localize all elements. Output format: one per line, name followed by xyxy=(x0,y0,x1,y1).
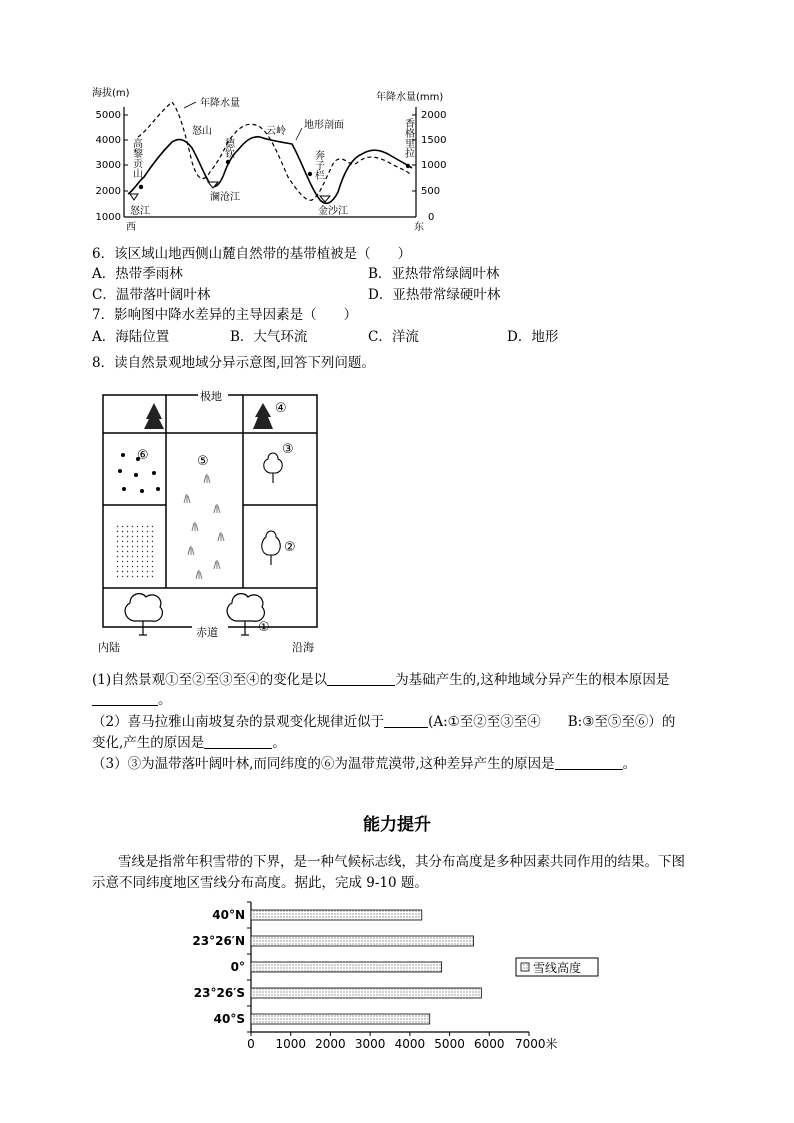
right-tick: 500 xyxy=(421,186,441,197)
q8-sub1-line1 xyxy=(92,671,669,689)
left-tick: 3000 xyxy=(95,160,121,171)
equator-label: 赤道 xyxy=(196,626,218,639)
q7-option-b[interactable]: B．大气环流 xyxy=(230,329,308,345)
deqin-label: 德钦 xyxy=(222,138,234,158)
x-tick-label: 6000 xyxy=(474,1037,505,1051)
snowline-bar xyxy=(251,910,422,920)
x-tick-label: 1000 xyxy=(275,1037,306,1051)
q7-stem: 7．影响图中降水差异的主导因素是（ ） xyxy=(92,307,358,323)
answer-blank[interactable] xyxy=(327,671,395,686)
answer-blank[interactable] xyxy=(92,691,158,706)
category-label: 23°26′N xyxy=(192,934,245,948)
q8-sub1-text-b: 为基础产生的,这种地域分异产生的根本原因是 xyxy=(395,672,670,688)
zone-2-label: ② xyxy=(284,540,296,555)
terrain-label: 地形剖面 xyxy=(304,120,344,131)
category-label: 0° xyxy=(230,960,245,974)
q7-option-d[interactable]: D．地形 xyxy=(507,329,559,345)
left-tick: 5000 xyxy=(95,110,121,121)
q8-sub2-text-d: 。 xyxy=(272,735,286,751)
q7-option-c[interactable]: C．洋流 xyxy=(368,329,419,345)
answer-blank[interactable] xyxy=(204,734,272,749)
snowline-bar xyxy=(251,936,473,946)
q8-stem: 8．读自然景观地域分异示意图,回答下列问题。 xyxy=(92,355,375,371)
left-tick: 2000 xyxy=(95,186,121,197)
category-label: 40°S xyxy=(213,1012,245,1026)
left-tick: 1000 xyxy=(95,212,121,223)
q8-sub3-text-b: 。 xyxy=(622,756,637,772)
intro-line-2: 示意不同纬度地区雪线分布高度。据此，完成 9-10 题。 xyxy=(92,875,428,891)
x-tick-label: 5000 xyxy=(434,1037,465,1051)
lancang-label: 澜沧江 xyxy=(210,192,240,203)
q8-sub1-text-c: 。 xyxy=(158,692,172,708)
gaoligong-label: 高黎贡山 xyxy=(130,138,142,178)
category-label: 40°N xyxy=(212,908,245,922)
east-label: 东 xyxy=(414,222,424,233)
zone-1-label: ① xyxy=(258,620,270,635)
section-title: 能力提升 xyxy=(363,815,431,835)
right-tick: 1500 xyxy=(421,135,447,146)
benzilan-label: 奔子栏 xyxy=(312,150,324,180)
landscape-zonation-diagram xyxy=(96,385,328,655)
q6-option-d[interactable]: D．亚热带常绿硬叶林 xyxy=(368,287,501,303)
q8-sub1-text-a: (1)自然景观①至②至③至④的变化是以 xyxy=(92,672,328,688)
right-tick: 2000 xyxy=(421,110,447,121)
polar-label: 极地 xyxy=(200,390,222,403)
grass-icon xyxy=(184,474,224,579)
q8-sub2-line2 xyxy=(92,734,286,752)
right-tick: 1000 xyxy=(421,160,447,171)
category-label: 23°26′S xyxy=(193,986,245,1000)
legend-label: 雪线高度 xyxy=(533,961,582,975)
q6-stem: 6．该区域山地西侧山麓自然带的基带植被是（ ） xyxy=(92,246,412,262)
nu-mountain-label: 怒山 xyxy=(192,126,212,137)
right-axis-title: 年降水量(mm) xyxy=(376,92,444,103)
precip-label: 年降水量 xyxy=(200,98,240,109)
q6-option-a[interactable]: A．热带季雨林 xyxy=(92,266,183,282)
right-tick: 0 xyxy=(428,212,435,223)
yunling-label: 云岭 xyxy=(266,126,286,137)
q8-sub1-line2 xyxy=(92,691,172,709)
snowline-bar xyxy=(251,1014,430,1024)
q8-sub3-line xyxy=(92,755,636,773)
intro-line-1: 雪线是指常年积雪带的下界，是一种气候标志线，其分布高度是多种因素共同作用的结果。下图 xyxy=(118,854,685,870)
zone-5-label: ⑤ xyxy=(197,454,209,469)
q6-option-c[interactable]: C．温带落叶阔叶林 xyxy=(92,287,211,303)
q8-sub2-text-c: 变化,产生的原因是 xyxy=(92,735,205,751)
chart-legend xyxy=(516,958,598,976)
inland-label: 内陆 xyxy=(98,641,120,654)
rainforest-tree-icon xyxy=(125,594,162,635)
jinsha-label: 金沙江 xyxy=(318,206,348,217)
x-tick-label: 3000 xyxy=(354,1037,386,1051)
conifer-tree-icon xyxy=(144,403,164,429)
deciduous-tree-icon xyxy=(264,453,283,483)
q6-option-b[interactable]: B．亚热带常绿阔叶林 xyxy=(368,266,500,282)
desert-dots-fill xyxy=(116,523,154,578)
terrain-precip-profile-chart xyxy=(88,82,458,234)
x-tick-label: 4000 xyxy=(394,1037,426,1051)
zone-3-label: ③ xyxy=(282,442,294,457)
left-tick: 4000 xyxy=(95,135,121,146)
x-tick-label: 7000米 xyxy=(515,1037,558,1051)
snowline-bar xyxy=(251,988,481,998)
zone-6-label: ⑥ xyxy=(137,448,149,463)
q8-sub2-text-a: （2）喜马拉雅山南坡复杂的景观变化规律近似于 xyxy=(92,714,385,730)
snowline-bar xyxy=(251,962,442,972)
west-label: 西 xyxy=(126,222,136,233)
q8-sub3-text-a: （3）③为温带落叶阔叶林,而同纬度的⑥为温带荒漠带,这种差异产生的原因是 xyxy=(92,756,555,772)
terrain-line xyxy=(128,137,412,203)
snowline-bar-chart xyxy=(190,898,610,1058)
shangrila-label: 香格里拉 xyxy=(402,118,414,158)
answer-blank[interactable] xyxy=(384,713,428,728)
coast-label: 沿海 xyxy=(292,641,314,654)
q8-sub2-line1 xyxy=(92,713,675,731)
x-tick-label: 2000 xyxy=(315,1037,346,1051)
left-axis-title: 海拔(m) xyxy=(92,88,130,99)
conifer-tree-icon xyxy=(253,403,273,429)
answer-blank[interactable] xyxy=(555,755,623,770)
zone-4-label: ④ xyxy=(275,401,287,416)
x-tick-label: 0 xyxy=(247,1037,255,1051)
q7-option-a[interactable]: A．海陆位置 xyxy=(92,329,170,345)
q8-sub2-text-b: (A:①至②至③至④ B:③至⑤至⑥）的 xyxy=(428,714,676,730)
nujiang-label: 怒江 xyxy=(130,206,150,217)
evergreen-tree-icon xyxy=(262,531,281,565)
